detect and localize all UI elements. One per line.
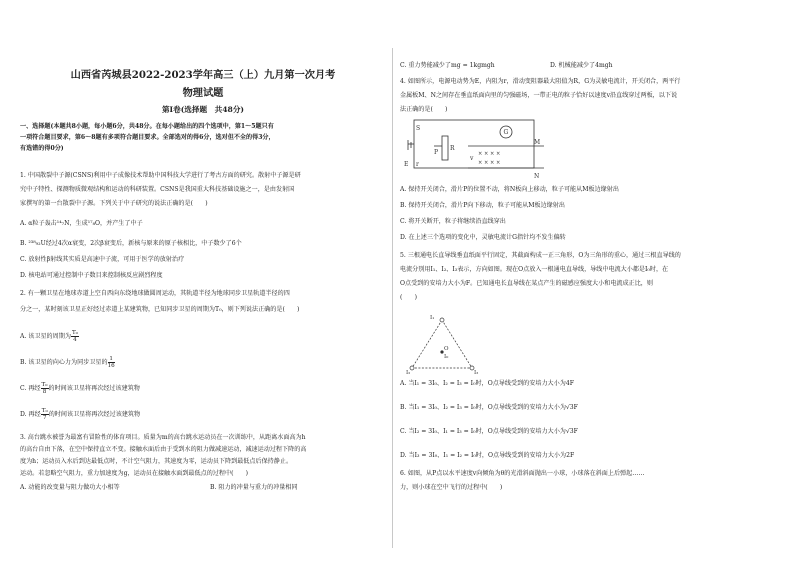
label-i2: I₂ xyxy=(406,370,411,374)
question-3-option-c: C. 重力势能减少了mg = 1kgmgh xyxy=(400,62,495,69)
internal-resistance-label: r xyxy=(416,161,419,168)
question-1-stem: 家撰写的第一台散裂中子源。下列关于中子研究的说法正确的是( ) xyxy=(20,200,208,207)
question-4-option-c: C. 将开关断开，粒子将继续沿直线穿出 xyxy=(400,218,506,225)
question-4-stem: 4. 如图所示，电源电动势为E，内阻为r，滑动变阻器最大阻值为R，G为灵敏电流计，开关闭合，两平行 xyxy=(400,78,681,85)
circuit-diagram xyxy=(404,116,564,186)
question-1-option-d: D. 核电站可通过控制中子数目来控制核反应剧烈程度 xyxy=(20,272,163,279)
question-5-option-d: D. 当I₃ = 3I₀、I₁ = I₂ = I₀时，O点导线受到的安培力大小为2F xyxy=(400,452,575,459)
question-4-stem: 法正确的是( ) xyxy=(400,106,448,113)
wires-triangle-diagram xyxy=(406,312,486,374)
circuit-outline xyxy=(414,120,534,168)
question-2-stem: 2. 有一颗卫星在地球赤道上空自西向东绕地球做圆周运动，其轨道半径为地球同步卫星轨道半径的四 xyxy=(20,290,290,297)
emf-label: E xyxy=(404,161,409,168)
fraction: $\frac{\text{T₀}}{8}$ xyxy=(41,382,48,395)
label-o: O xyxy=(444,346,449,352)
velocity-label: v xyxy=(470,155,474,162)
wire-i1 xyxy=(440,318,444,322)
label-i0: I₀ xyxy=(444,354,449,360)
fraction: $\frac{\text{T₀}}{4}$ xyxy=(71,330,78,343)
question-3-stem: 运动。若忽略空气阻力，重力加速度为g，运动员在接触水面到最低点的过程中( ) xyxy=(20,470,249,477)
question-4-stem: 金属板M、N之间存在垂直纸面向里的匀强磁场，一带正电的粒子恰好以速度v沿直线穿过两板，以下说 xyxy=(400,92,678,99)
question-5-stem: ( ) xyxy=(400,294,417,301)
question-5-option-b: B. 当I₁ = 3I₀、I₂ = I₃ = I₀时，O点导线受到的安培力大小为√3F xyxy=(400,404,578,411)
exam-title: 山西省芮城县2022-2023学年高三（上）九月第一次月考 xyxy=(70,69,336,81)
question-1-option-b: B. ²³⁸₉₂U经过4次α衰变，2次β衰变后，新核与原来的原子核相比，中子数少了6个 xyxy=(20,240,242,247)
switch-label: S xyxy=(416,125,421,132)
question-4-option-d: D. 在上述三个选项的变化中，灵敏电流计G指针均不发生偏转 xyxy=(400,234,566,241)
question-2-option-d: D. 再经 $\frac{\text{T₀}}{7}$ 的时间该卫星将再次经过该建筑物 xyxy=(20,408,141,421)
instructions-line: 一、选择题(本题共8小题，每小题6分，共48分。在每小题给出的四个选项中，第1～5题只有 xyxy=(20,123,274,130)
rheostat-label: R xyxy=(450,145,455,152)
question-5-stem: 电流分别用I₁、I₂、I₃表示，方向如图。现在O点放入一根通电直导线，导线中电流大小都是I₀时，在 xyxy=(400,266,669,273)
question-4-option-b: B. 保持开关闭合，滑片P向下移动，粒子可能从M板边缘射出 xyxy=(400,202,565,209)
question-1-option-c: C. 放射性β射线其实质是高速中子流，可用于医学的放射治疗 xyxy=(20,256,185,263)
instructions-line: 有选错的得0分) xyxy=(20,145,64,152)
rheostat-symbol xyxy=(442,136,448,160)
question-1-option-a: A. α粒子轰击¹⁴₇N，生成¹⁷₈O，并产生了中子 xyxy=(20,220,143,227)
plate-n-label: N xyxy=(534,173,540,180)
question-2-option-a: A. 该卫星的周期为 $\frac{\text{T₀}}{4}$ xyxy=(20,330,78,343)
question-3-option-d: D. 机械能减少了4mgh xyxy=(550,62,613,69)
question-3-stem: 的高台自由下落，在空中保持直立不变。接触水面后由于受到水的阻力做减速运动，减速运动过程下降的高 xyxy=(20,446,307,453)
question-5-stem: 5. 三根通电长直导线垂直纸面平行固定，其截面构成一正三角形，O为三角形的重心，通过三根直导线的 xyxy=(400,252,681,259)
magnetic-field-marks: × × × × xyxy=(478,160,501,166)
question-5-stem: O点受到的安培力大小为F。已知通电长直导线在某点产生的磁感应强度大小和电流成正比，则 xyxy=(400,280,653,287)
question-3-stem: 3. 高台跳水被誉为最富有冒险性的体育项目。质量为m的高台跳水运动员在一次训练中，从距离水面高为h xyxy=(20,434,306,441)
question-1-stem: 1. 中国散裂中子源(CSNS)利用中子成像技术帮助中国科技大学进行了考古方面的研究。散射中子源是研 xyxy=(20,172,301,179)
instructions-line: 一项符合题目要求，第6～8题有多项符合题目要求。全部选对的得6分，选对但不全的得3分， xyxy=(20,134,275,141)
question-3-option-a: A. 动能的改变量与阻力做功大小相等 xyxy=(20,484,120,491)
question-2-option-c: C. 再经 $\frac{\text{T₀}}{8}$ 的时间该卫星将再次经过该建筑物 xyxy=(20,382,140,395)
fraction: $\frac{\text{T₀}}{7}$ xyxy=(41,408,48,421)
question-3-stem: 度为h；运动员入水后到达最低点时，不计空气阻力，其速度为零，运动员下降到最低点后保持静止。 xyxy=(20,458,293,465)
label-i1: I₁ xyxy=(430,315,435,321)
label-i3: I₃ xyxy=(474,370,479,374)
column-divider xyxy=(392,48,393,548)
galvanometer-label: G xyxy=(503,129,509,136)
plate-m-label: M xyxy=(534,139,541,146)
section-heading: 第Ⅰ卷(选择题 共48分) xyxy=(161,105,245,114)
question-3-option-b: B. 阻力的冲量与重力的冲量相同 xyxy=(210,484,298,491)
question-4-option-a: A. 保持开关闭合，滑片P的位置不动，将N板向上移动，粒子可能从M板边缘射出 xyxy=(400,186,619,193)
slider-label: P xyxy=(434,149,439,156)
fraction: $\frac{1}{16}$ xyxy=(107,356,115,369)
question-6-stem: 6. 如图，从P点以水平速度v向倾角为θ的光滑斜面抛出一小球，小球落在斜面上后弹起…… xyxy=(400,470,645,477)
question-2-stem: 分之一，某时刻该卫星正好经过赤道上某建筑物，已知同步卫星的周期为T₀，则下列说法正确的是( ) xyxy=(20,306,300,313)
exam-subject: 物理试题 xyxy=(182,87,224,99)
question-5-option-c: C. 当I₂ = 3I₀、I₁ = I₃ = I₀时，O点导线受到的安培力大小为√3F xyxy=(400,428,578,435)
magnetic-field-marks: × × × × xyxy=(478,151,501,157)
triangle-outline xyxy=(412,320,472,368)
right-column xyxy=(400,0,778,562)
question-6-stem: 力，则小球在空中飞行的过程中( ) xyxy=(400,484,503,491)
wire-i2 xyxy=(410,366,414,370)
question-5-option-a: A. 当I₁ = 3I₀、I₂ = I₃ = I₀时，O点导线受到的安培力大小为4F xyxy=(400,380,574,387)
question-1-stem: 究中子特性、探测物质微观结构和运动的科研装置。CSNS是我国重大科技基础设施之一，是由发射国 xyxy=(20,186,295,193)
left-column xyxy=(14,0,392,562)
question-2-option-b: B. 该卫星的向心力为同步卫星的 $\frac{1}{16}$ xyxy=(20,356,115,369)
